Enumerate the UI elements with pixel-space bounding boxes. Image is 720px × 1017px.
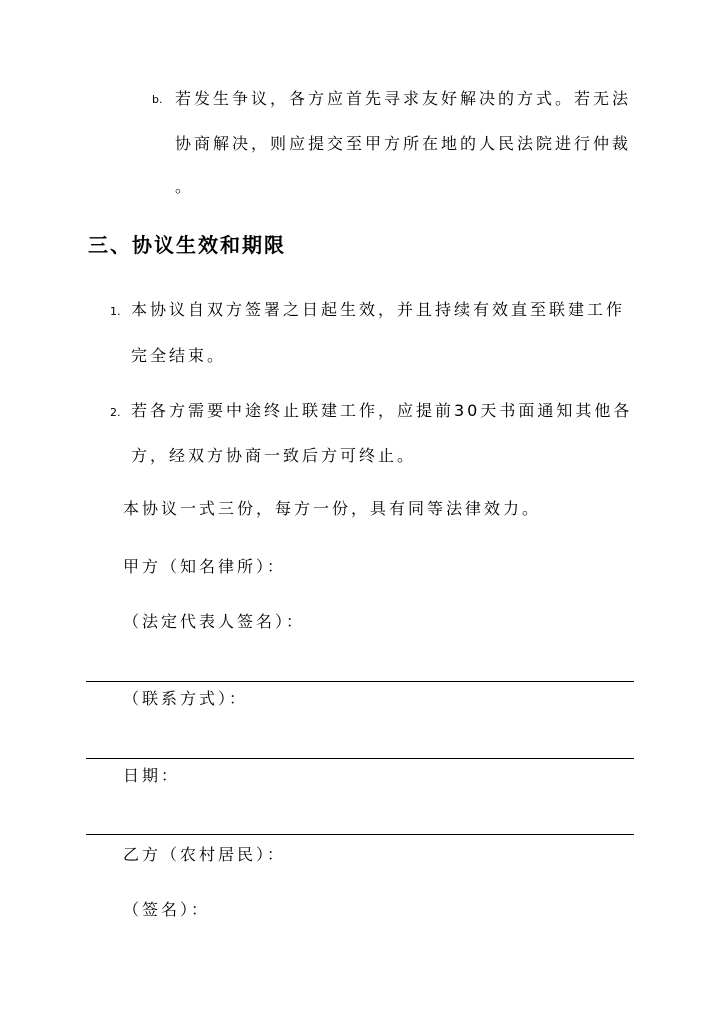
section-3-heading: 三、协议生效和期限: [88, 233, 286, 257]
signature-line-3: [86, 834, 634, 835]
party-b-label: 乙方（农村居民）：: [123, 845, 287, 864]
list-marker-b: b.: [152, 93, 163, 106]
paragraph-b-line-3: 。: [175, 177, 195, 196]
item-1-line-2: 完全结束。: [131, 346, 227, 365]
list-marker-1: 1.: [110, 305, 121, 318]
date-label: 日期：: [123, 766, 181, 785]
item-2-line-1: 若各方需要中途终止联建工作，应提前30天书面通知其他各: [131, 401, 633, 420]
paragraph-b-line-1: 若发生争议，各方应首先寻求友好解决的方式。若无法: [175, 89, 632, 108]
closing-statement: 本协议一式三份，每方一份，具有同等法律效力。: [123, 499, 542, 518]
item-1-line-1: 本协议自双方签署之日起生效，并且持续有效直至联建工作: [131, 300, 626, 319]
paragraph-b-line-2: 协商解决，则应提交至甲方所在地的人民法院进行仲裁: [175, 134, 632, 153]
item-2-line-2: 方，经双方协商一致后方可终止。: [131, 446, 417, 465]
contact-label: （联系方式）：: [123, 689, 249, 708]
list-marker-2: 2.: [110, 406, 121, 419]
party-b-signature-label: （签名）：: [123, 900, 211, 919]
legal-rep-signature-label: （法定代表人签名）：: [123, 612, 306, 631]
signature-line-2: [86, 758, 634, 759]
signature-line-1: [86, 681, 634, 682]
party-a-label: 甲方（知名律所）：: [123, 557, 287, 576]
